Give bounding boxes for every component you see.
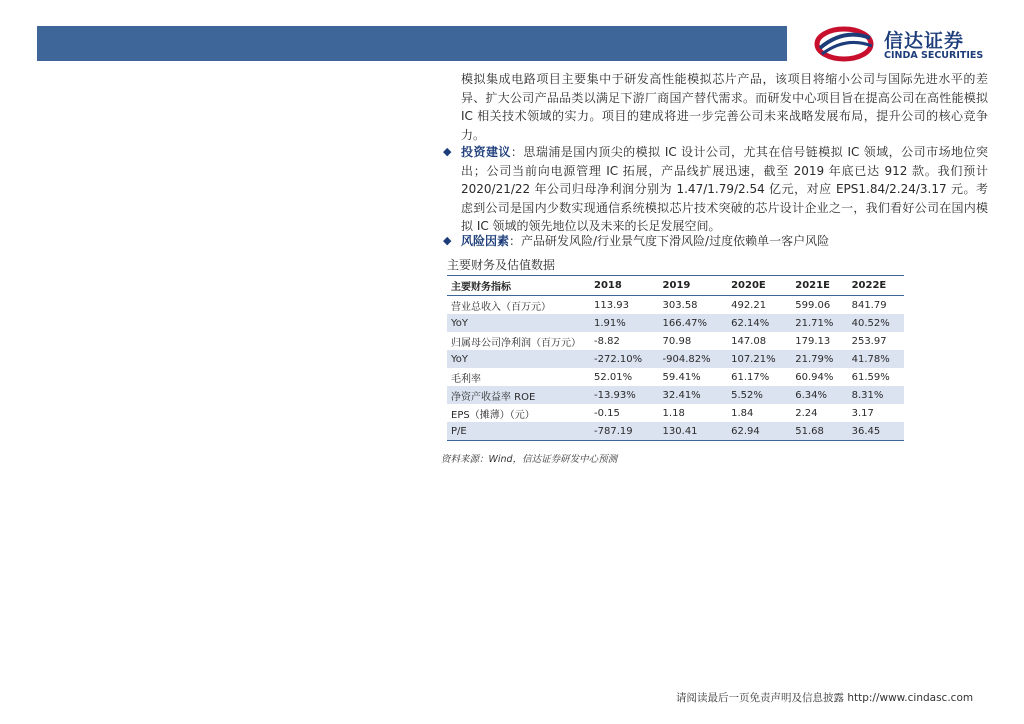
table-cell: 130.41 [662, 425, 698, 437]
table-cell: 61.17% [731, 371, 770, 383]
table-row [447, 350, 904, 368]
table-cell: 6.34% [795, 389, 828, 401]
table-row [447, 386, 904, 404]
table-cell: 61.59% [851, 371, 890, 383]
table-cell: 1.91% [594, 317, 626, 329]
table-cell: 107.21% [731, 353, 776, 365]
table-cell: 59.41% [662, 371, 701, 383]
table-cell: 32.41% [662, 389, 701, 401]
table-cell: -272.10% [594, 353, 643, 365]
header-cell: 2022E [851, 280, 887, 291]
table-cell: 62.94 [731, 425, 760, 437]
table-cell: 253.97 [851, 335, 887, 347]
table-header-row [447, 276, 904, 296]
table-cell: 41.78% [851, 353, 890, 365]
row-label: YoY [451, 317, 469, 329]
table-cell: 113.93 [594, 299, 629, 311]
row-label: 归属母公司净利润（百万元） [451, 337, 581, 349]
table-cell: 40.52% [851, 317, 890, 329]
table-cell: 179.13 [795, 335, 831, 347]
project-paragraph: 模拟集成电路项目主要集中于研发高性能模拟芯片产品，该项目将缩小公司与国际先进水平的差异、扩大公司产品品类以满足下游厂商国产替代需求。而研发中心项目旨在提高公司在高性能模拟 IC 相关技术领域的实力。项目的建成将进一步完善公司未来战略发展布局，提升公司的核心竞争力。 [461, 72, 988, 142]
table-cell: 51.68 [795, 425, 824, 437]
table-cell: 1.84 [731, 407, 754, 419]
diamond-bullet-icon: ◆ [443, 145, 452, 158]
table-row [447, 314, 904, 332]
table-row [447, 422, 904, 441]
footer-disclaimer: 请阅读最后一页免责声明及信息披露 http://www.cindasc.com [676, 692, 974, 704]
row-label: EPS（摊薄）（元） [451, 409, 535, 421]
table-cell: 8.31% [851, 389, 884, 401]
table-row [447, 332, 904, 350]
cinda-logo-icon [814, 24, 878, 64]
financial-data-table [447, 275, 904, 441]
table-row [447, 404, 904, 422]
table-cell: -13.93% [594, 389, 636, 401]
header-cell: 主要财务指标 [451, 282, 511, 293]
header-cell: 2019 [662, 280, 691, 291]
table-cell: 36.45 [851, 425, 881, 437]
logo-chinese-text: 信达证券 [884, 30, 965, 52]
table-cell: 2.24 [795, 407, 818, 419]
table-cell: -787.19 [594, 425, 633, 437]
table-title: 主要财务及估值数据 [447, 258, 556, 272]
table-cell: 60.94% [795, 371, 834, 383]
table-cell: 492.21 [731, 299, 767, 311]
table-row [447, 368, 904, 386]
risk-factors-label: 风险因素 [461, 234, 510, 248]
table-cell: 70.98 [662, 335, 692, 347]
logo-english-text: CINDA SECURITIES [884, 50, 984, 61]
table-cell: -904.82% [662, 353, 711, 365]
table-cell: 52.01% [594, 371, 633, 383]
risk-factors-paragraph [441, 232, 988, 251]
table-cell: 147.08 [731, 335, 767, 347]
table-cell: 1.18 [662, 407, 685, 419]
row-label: YoY [451, 353, 469, 365]
table-cell: 62.14% [731, 317, 770, 329]
table-cell: -8.82 [594, 335, 620, 347]
row-label: 净资产收益率 ROE [451, 391, 536, 403]
investment-advice-paragraph [441, 143, 988, 236]
table-cell: 303.58 [662, 299, 698, 311]
investment-advice-text: ：思瑞浦是国内顶尖的模拟 IC 设计公司，尤其在信号链模拟 IC 领域，公司市场地位突出；公司当前向电源管理 IC 拓展，产品线扩展迅速，截至 2019 年底已达 912 款。我们预计 2020/21/22 年公司归母净利润分别为 1.47/1.79/2.54 亿元，对应 EPS1.84/2.24/3.17 元。考虑到公司是国内少数实现通信系统模拟芯片技术突破的芯片设计企业之一，我们看好公司在国内模拟 IC 领域的领先地位以及未来的长足发展空间。 [461, 145, 988, 234]
data-source-note: 资料来源：Wind，信达证券研发中心预测 [441, 454, 618, 465]
table-cell: -0.15 [594, 407, 620, 419]
table-cell: 841.79 [851, 299, 887, 311]
table-cell: 599.06 [795, 299, 831, 311]
table-cell: 166.47% [662, 317, 708, 329]
investment-advice-label: 投资建议 [461, 145, 511, 159]
header-cell: 2018 [594, 280, 622, 291]
table-row [447, 296, 904, 315]
table-cell: 21.79% [795, 353, 834, 365]
table-cell: 21.71% [795, 317, 834, 329]
header-cell: 2021E [795, 280, 830, 291]
header-bar [37, 26, 787, 61]
header-cell: 2020E [731, 280, 766, 291]
risk-factors-text: ：产品研发风险/行业景气度下滑风险/过度依赖单一客户风险 [509, 234, 830, 248]
table-cell: 5.52% [731, 389, 763, 401]
cinda-logo [814, 24, 989, 64]
table-cell: 3.17 [851, 407, 874, 419]
row-label: 营业总收入（百万元） [451, 301, 551, 313]
diamond-bullet-icon: ◆ [443, 234, 452, 247]
row-label: 毛利率 [451, 373, 481, 385]
row-label: P/E [451, 425, 467, 437]
